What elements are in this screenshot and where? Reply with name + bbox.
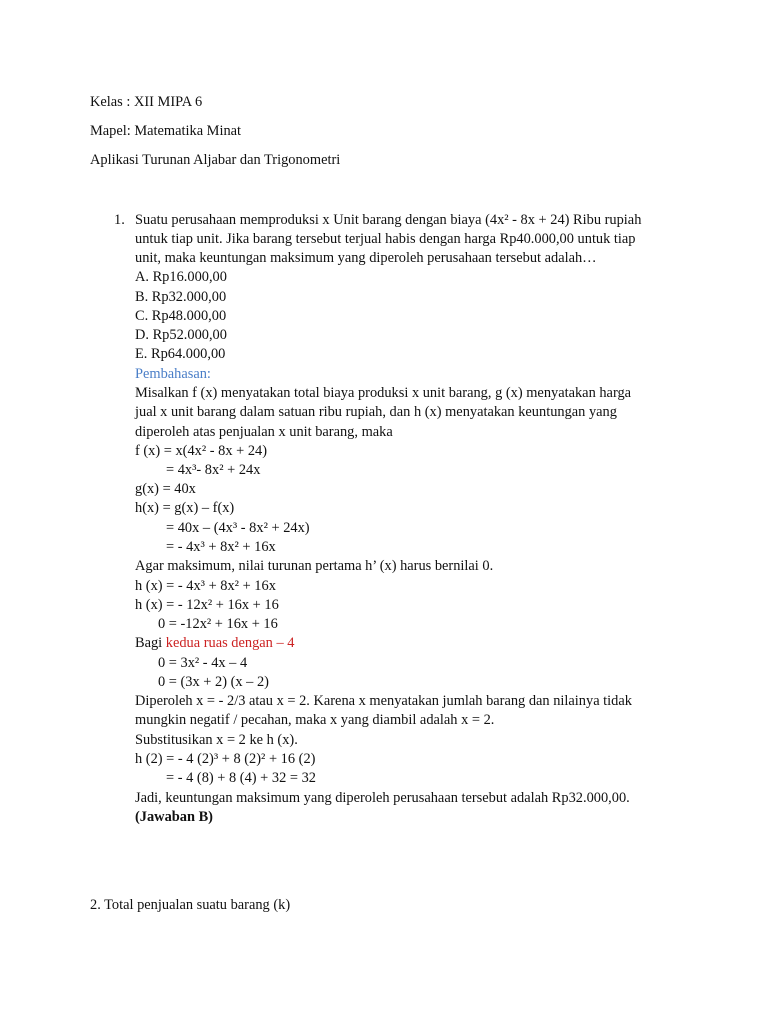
subject-line: Mapel: Matematika Minat: [90, 123, 242, 139]
solution-intro-line: Misalkan f (x) menyatakan total biaya produksi x unit barang, g (x) menyatakan harga: [135, 385, 632, 401]
solution-step: h (x) = - 12x² + 16x + 16: [135, 597, 279, 613]
question-text-line: Suatu perusahaan memproduksi x Unit barang dengan biaya (4x² - 8x + 24) Ribu rupiah: [135, 212, 642, 228]
solution-step: Diperoleh x = - 2/3 atau x = 2. Karena x menyatakan jumlah barang dan nilainya tidak: [135, 693, 632, 709]
solution-conclusion: Jadi, keuntungan maksimum yang diperoleh perusahaan tersebut adalah Rp32.000,00.: [135, 790, 630, 806]
question-2-text: 2. Total penjualan suatu barang (k): [90, 897, 291, 913]
solution-step: = 40x – (4x³ - 8x² + 24x): [166, 520, 310, 536]
option-c: C. Rp48.000,00: [135, 308, 227, 324]
solution-step: = 4x³- 8x² + 24x: [166, 462, 261, 478]
solution-step: = - 4x³ + 8x² + 16x: [166, 539, 276, 555]
solution-intro-line: diperoleh atas penjualan x unit barang, maka: [135, 424, 393, 440]
option-a: A. Rp16.000,00: [135, 269, 227, 285]
question-number: 1.: [114, 212, 125, 228]
solution-step: g(x) = 40x: [135, 481, 196, 497]
solution-step: f (x) = x(4x² - 8x + 24): [135, 443, 268, 459]
solution-step: h (x) = - 4x³ + 8x² + 16x: [135, 578, 276, 594]
divide-instruction: [135, 634, 294, 653]
solution-step: mungkin negatif / pecahan, maka x yang diambil adalah x = 2.: [135, 712, 495, 728]
answer-label: (Jawaban B): [135, 809, 213, 825]
solution-intro-line: jual x unit barang dalam satuan ribu rupiah, dan h (x) menyatakan keuntungan yang: [135, 404, 617, 420]
solution-step: = - 4 (8) + 8 (4) + 32 = 32: [166, 770, 316, 786]
solution-step: 0 = 3x² - 4x – 4: [158, 655, 248, 671]
option-e: E. Rp64.000,00: [135, 346, 226, 362]
solution-step: Agar maksimum, nilai turunan pertama h’ (x) harus bernilai 0.: [135, 558, 494, 574]
divide-highlight: kedua ruas dengan – 4: [165, 635, 295, 651]
question-text-line: unit, maka keuntungan maksimum yang diperoleh perusahaan tersebut adalah…: [135, 250, 597, 266]
solution-label: Pembahasan:: [135, 366, 211, 382]
option-d: D. Rp52.000,00: [135, 327, 227, 343]
topic-title: Aplikasi Turunan Aljabar dan Trigonometri: [90, 152, 341, 168]
divide-prefix: Bagi: [135, 635, 166, 651]
class-line: Kelas : XII MIPA 6: [90, 94, 203, 110]
option-b: B. Rp32.000,00: [135, 289, 227, 305]
solution-step: 0 = -12x² + 16x + 16: [158, 616, 278, 632]
solution-step: 0 = (3x + 2) (x – 2): [158, 674, 269, 690]
solution-step: h (2) = - 4 (2)³ + 8 (2)² + 16 (2): [135, 751, 316, 767]
solution-step: h(x) = g(x) – f(x): [135, 500, 235, 516]
question-text-line: untuk tiap unit. Jika barang tersebut terjual habis dengan harga Rp40.000,00 untuk tiap: [135, 231, 636, 247]
solution-step: Substitusikan x = 2 ke h (x).: [135, 732, 298, 748]
